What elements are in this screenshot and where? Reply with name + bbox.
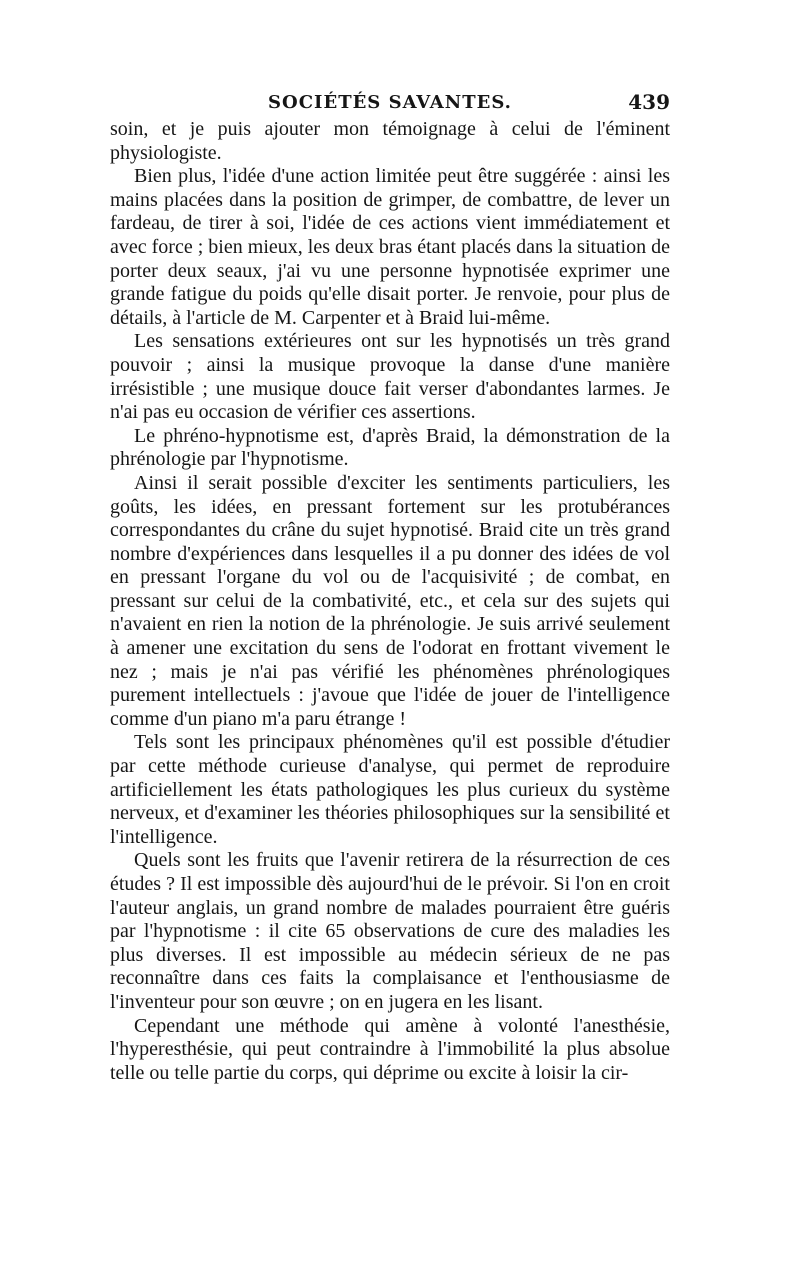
book-page <box>110 82 670 1085</box>
paragraph-method-conclusion: Cependant une méthode qui amène à volonté l'anesthésie, l'hyperesthésie, qui peut contraindre à l'immobilité la plus absolue telle ou telle partie du corps, qui déprime ou excite à loisir la cir- <box>110 1014 670 1084</box>
running-head <box>110 82 670 118</box>
paragraph-continuation: soin, et je puis ajouter mon témoignage à celui de l'éminent physiologiste. <box>110 118 670 164</box>
paragraph-suggested-action: Bien plus, l'idée d'une action limitée peut être suggérée : ainsi les mains placées dans la position de grimper, de combattre, de lever un fardeau, de tirer à soi, l'idée de ces actions vient immédiatement et avec force ; bien mieux, les deux bras étant placés dans la situation de porter deux seaux, j'ai vu une personne hypnotisée exprimer une grande fatigue du poids qu'elle disait porter. Je renvoie, pour plus de détails, à l'article de M. Carpenter et à Braid lui-même. <box>110 165 670 329</box>
paragraph-external-sensations: Les sensations extérieures ont sur les hypnotisés un très grand pouvoir ; ainsi la musique provoque la danse d'une manière irrésistible ; une musique douce fait verser d'abondantes larmes. Je n'ai pas eu occasion de vérifier ces assertions. <box>110 330 670 424</box>
paragraph-main-phenomena: Tels sont les principaux phénomènes qu'il est possible d'étudier par cette méthode curieuse d'analyse, qui permet de reproduire artificiellement les états pathologiques les plus curieux du système nerveux, et d'examiner les théories philosophiques sur la sensibilité et l'intelligence. <box>110 731 670 848</box>
page-number: 439 <box>628 90 670 114</box>
paragraph-phrenology-experiments: Ainsi il serait possible d'exciter les sentiments particuliers, les goûts, les idées, en pressant fortement sur les protubérances correspondantes du crâne du sujet hypnotisé. Braid cite un très grand nombre d'expériences dans lesquelles il a pu donner des idées de vol en pressant l'organe du vol ou de l'acquisivité ; de combat, en pressant sur celui de la combativité, etc., et cela sur des sujets qui n'avaient en rien la notion de la phrénologie. Je suis arrivé seulement à amener une excitation du sens de l'odorat en frottant vivement le nez ; mais je n'ai pas vérifié les phénomènes phrénologiques purement intellectuels : j'avoue que l'idée de jouer de l'intelligence comme d'un piano m'a paru étrange ! <box>110 471 670 730</box>
paragraph-future-studies: Quels sont les fruits que l'avenir retirera de la résurrection de ces études ? Il est impossible dès aujourd'hui de le prévoir. Si l'on en croit l'auteur anglais, un grand nombre de malades pourraient être guéris par l'hypnotisme : il cite 65 observations de cure des maladies les plus diverses. Il est impossible au médecin sérieux de ne pas reconnaître dans ces faits la complaisance et l'enthousiasme de l'inventeur pour son œuvre ; on en jugera en les lisant. <box>110 849 670 1013</box>
body-text <box>110 118 670 1085</box>
paragraph-phreno-hypnotism: Le phréno-hypnotisme est, d'après Braid, la démonstration de la phrénologie par l'hypnotisme. <box>110 424 670 471</box>
running-title: SOCIÉTÉS SAVANTES. <box>268 92 512 113</box>
